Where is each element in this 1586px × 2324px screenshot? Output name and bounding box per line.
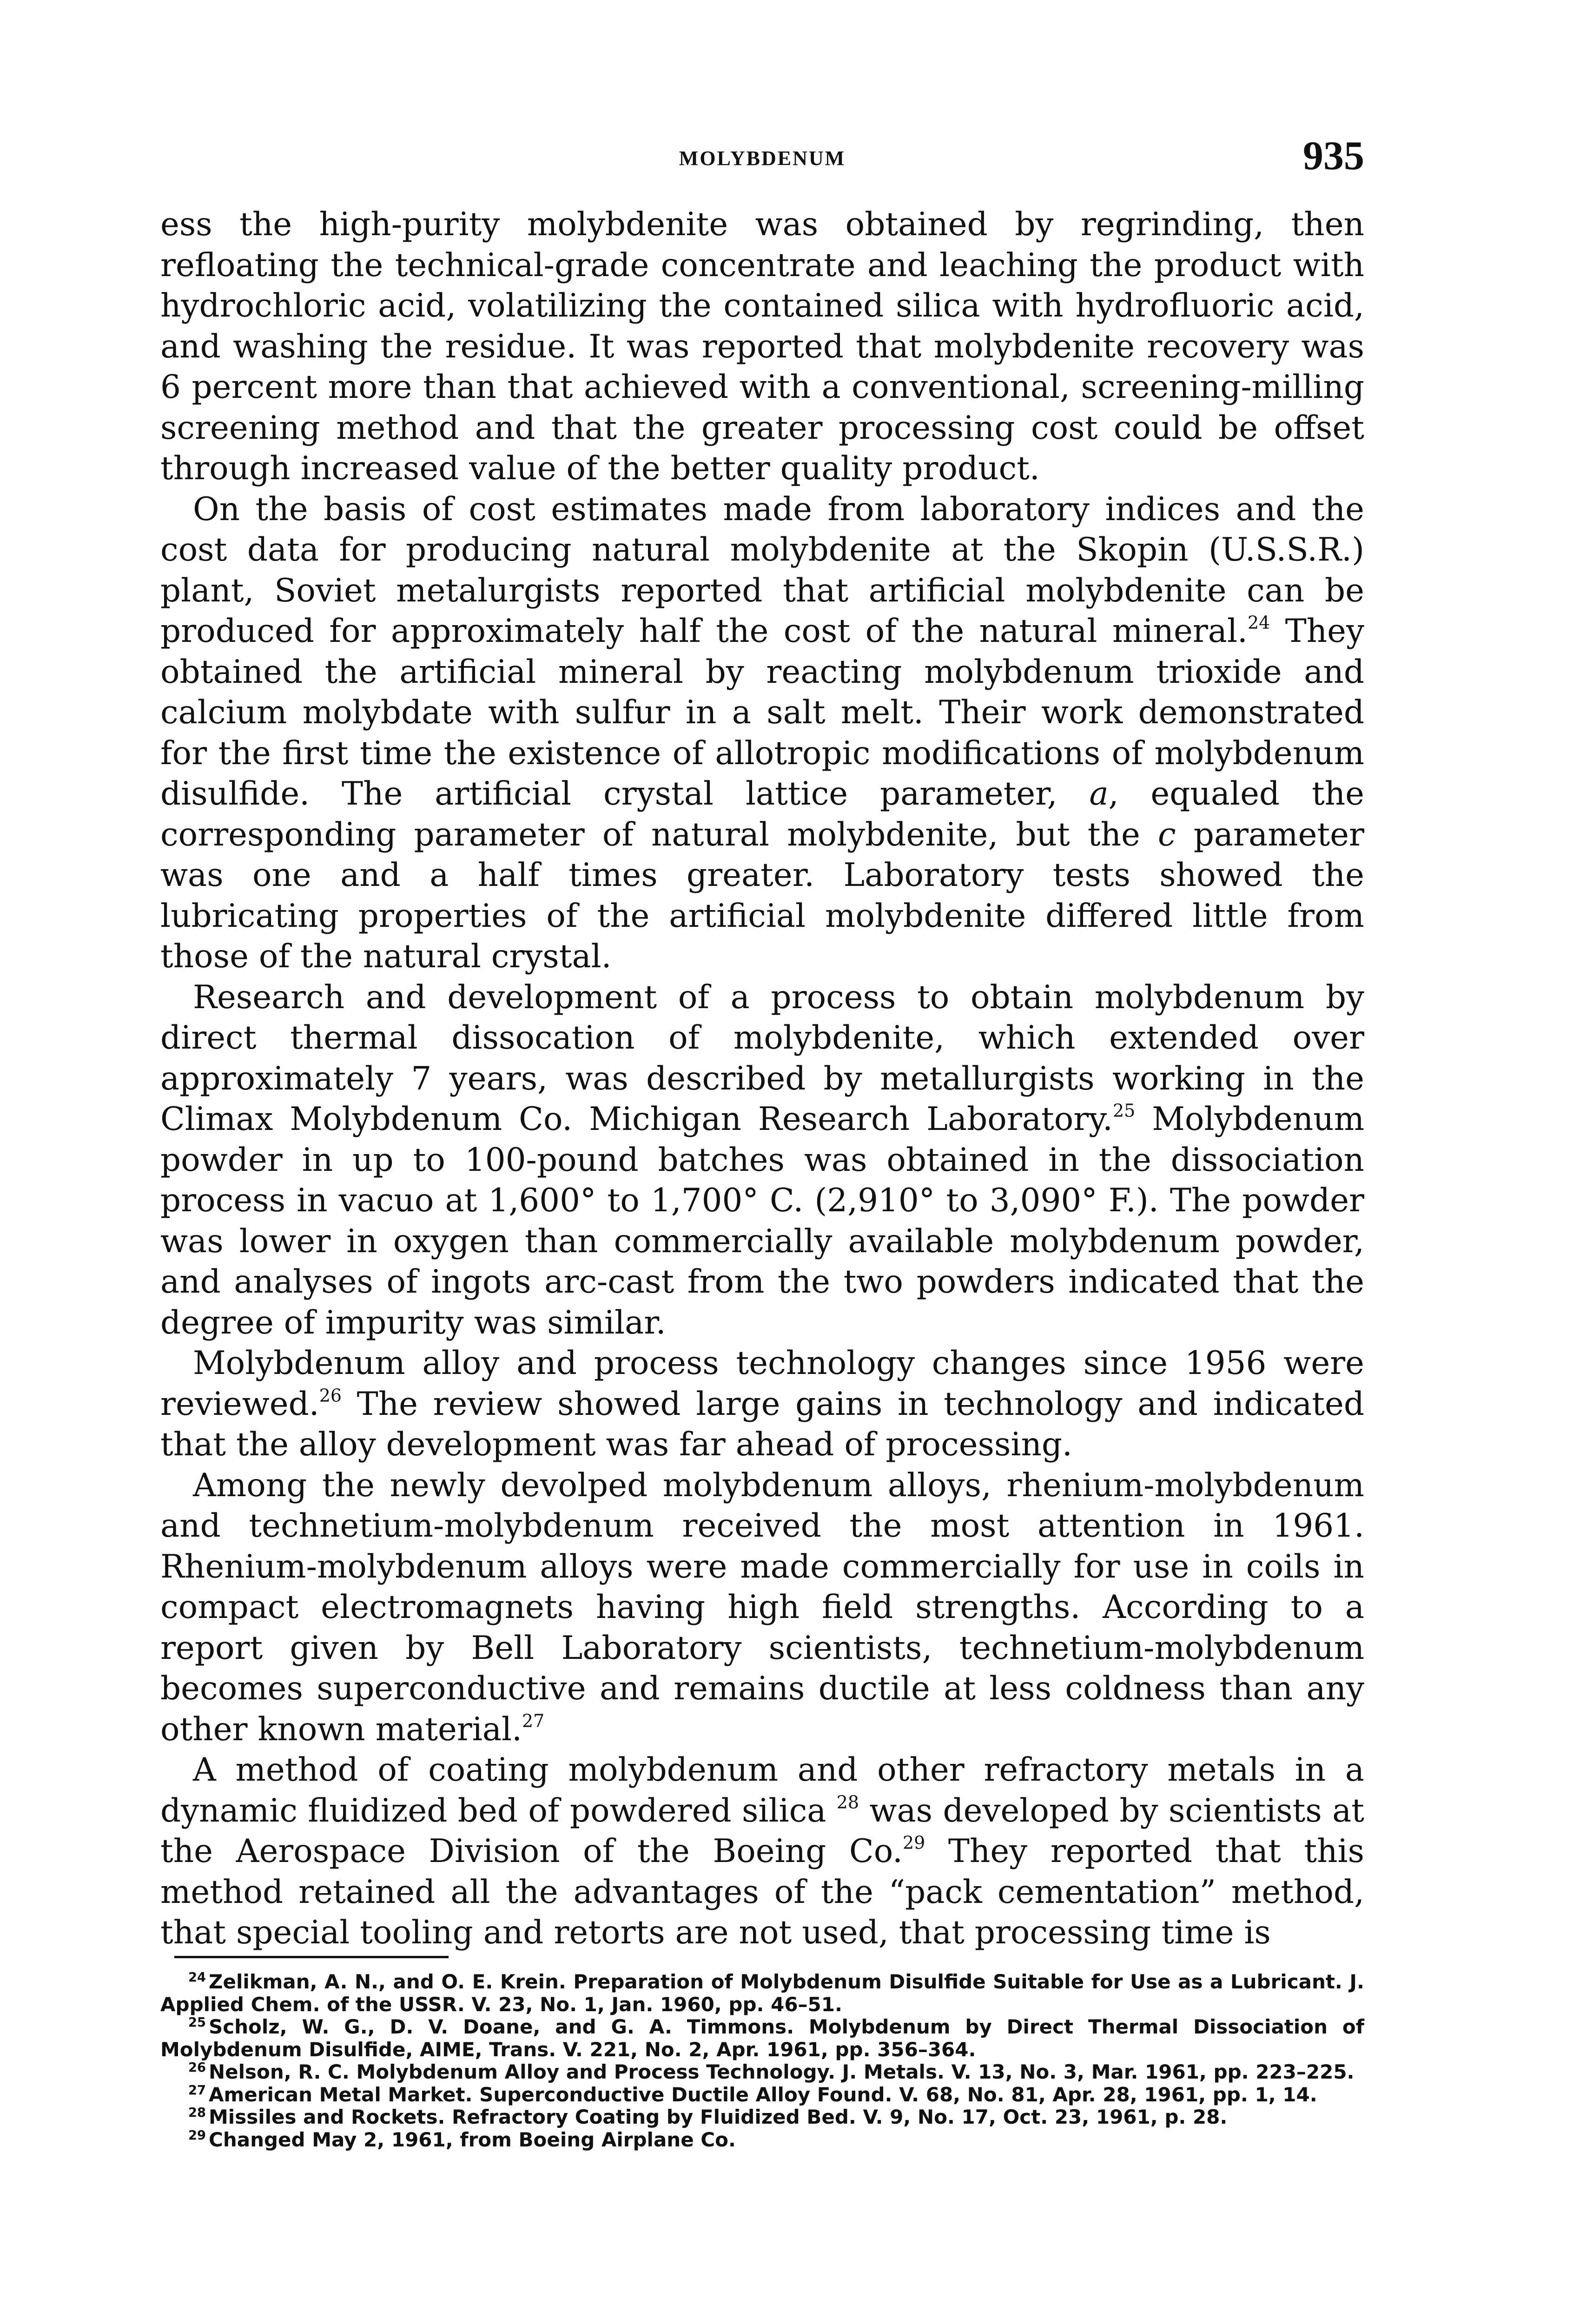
footnote-number: 29: [188, 2128, 206, 2143]
running-title: MOLYBDENUM: [679, 147, 846, 170]
footnote-text: Scholz, W. G., D. V. Doane, and G. A. Timmons. Molybdenum by Direct Thermal Dissociation of Molybdenum Disulfide, AIME, Trans. V. 221, No. 2, Apr. 1961, pp. 356–364.: [160, 2015, 1364, 2061]
footnote: [160, 1971, 1364, 2016]
footnote-number: 25: [188, 2015, 206, 2030]
paragraph-text: Molybdenum powder in up to 100-pound batches was obtained in the dissociation process in vacuo at 1,600° to 1,700° C. (2,910° to 3,090° F.). The powder was lower in oxygen than commercially available molybdenum powder, and analyses of ingots arc-cast from the two powders indicated that the degree of impurity was similar.: [160, 1101, 1364, 1341]
footnote: [160, 2084, 1364, 2106]
footnote-number: 28: [188, 2106, 206, 2120]
body-paragraph: [160, 977, 1364, 1344]
body-text: [160, 205, 1364, 1954]
paragraph-text: Among the newly devolped molybdenum alloys, rhenium-molybdenum and technetium-molybdenum received the most attention in 1961. Rhenium-molybdenum alloys were made commercially for use in coils in compact electromagnets having high field strengths. According to a report given by Bell Laboratory scientists, technetium-molybdenum becomes superconductive and remains ductile at less coldness than any other known material.: [160, 1466, 1364, 1748]
paragraph-text: They reported that this method retained all the advantages of the “pack cementation” method, that special tooling and retorts are not used, that processing time is: [160, 1833, 1364, 1951]
body-paragraph: [160, 205, 1364, 489]
footnote-divider: [174, 1956, 449, 1958]
footnote-text: Zelikman, A. N., and O. E. Krein. Preparation of Molybdenum Disulfide Suitable for Use as a Lubricant. J. Applied Chem. of the USSR. V. 23, No. 1, Jan. 1960, pp. 46–51.: [160, 1970, 1364, 2016]
footnote-number: 24: [188, 1970, 206, 1985]
footnote: [160, 2106, 1364, 2129]
footnote-number: 27: [188, 2083, 206, 2098]
footnote-reference: 26: [319, 1385, 342, 1406]
paragraph-text: was developed by scientists at the Aerospace Division of the Boeing Co.: [160, 1792, 1364, 1870]
paragraph-text: , equaled the corresponding parameter of natural molybdenite, but the: [160, 775, 1364, 853]
footnote-reference: 27: [522, 1710, 545, 1731]
paragraph-text: Molybdenum alloy and process technology changes since 1956 were reviewed.: [160, 1345, 1364, 1423]
paragraph-text: A method of coating molybdenum and other refractory metals in a dynamic fluidized bed of powdered silica: [160, 1751, 1364, 1829]
paragraph-text: Research and development of a process to obtain molybdenum by direct thermal dissocation of molybdenite, which extended over approximately 7 years, was described by metallurgists working in the Climax Molybdenum Co. Michigan Research Laboratory.: [160, 978, 1364, 1138]
footnote-text: Missiles and Rockets. Refractory Coating by Fluidized Bed. V. 9, No. 17, Oct. 23, 1961, p. 28.: [209, 2106, 1228, 2128]
italic-symbol: a: [1089, 775, 1109, 812]
body-paragraph: [160, 489, 1364, 977]
footnote: [160, 2016, 1364, 2061]
paragraph-text: ess the high-purity molybdenite was obtained by regrinding, then refloating the technical-grade concentrate and leaching the product with hydrochloric acid, volatilizing the contained silica with hydrofluoric acid, and washing the residue. It was reported that molybdenite recovery was 6 percent more than that achieved with a conventional, screening-milling screening method and that the greater processing cost could be offset through increased value of the better quality product.: [160, 206, 1364, 487]
body-paragraph: [160, 1750, 1364, 1954]
footnote-text: Changed May 2, 1961, from Boeing Airplane Co.: [209, 2128, 736, 2151]
footnote-reference: 25: [1112, 1100, 1136, 1121]
footnote: [160, 2129, 1364, 2152]
footnote-number: 26: [188, 2060, 206, 2075]
body-paragraph: [160, 1343, 1364, 1466]
paragraph-text: They obtained the artificial mineral by reacting molybdenum trioxide and calcium molybdate with sulfur in a salt melt. Their work demonstrated for the first time the existence of allotropic modifications of molybdenum disulfide. The artificial crystal lattice parameter,: [160, 613, 1364, 812]
italic-symbol: c: [1157, 816, 1176, 853]
body-paragraph: [160, 1466, 1364, 1750]
footnote-reference: 24: [1247, 612, 1270, 633]
footnotes: [160, 1971, 1364, 2151]
footnote: [160, 2061, 1364, 2084]
footnote-reference: 29: [902, 1832, 925, 1853]
footnote-text: Nelson, R. C. Molybdenum Alloy and Process Technology. J. Metals. V. 13, No. 3, Mar. 1961, pp. 223–225.: [209, 2060, 1355, 2083]
paragraph-text: On the basis of cost estimates made from laboratory indices and the cost data for producing natural molybdenite at the Skopin (U.S.S.R.) plant, Soviet metalurgists reported that artificial molybdenite can be produced for approximately half the cost of the natural mineral.: [160, 490, 1364, 650]
page-number: 935: [1303, 133, 1364, 178]
paragraph-text: parameter was one and a half times greater. Laboratory tests showed the lubricating properties of the artificial molybdenite differed little from those of the natural crystal.: [160, 816, 1364, 975]
footnote-reference: 28: [836, 1792, 859, 1813]
page-header: [160, 132, 1364, 184]
paragraph-text: The review showed large gains in technology and indicated that the alloy development was far ahead of processing.: [160, 1385, 1364, 1463]
footnote-text: American Metal Market. Superconductive Ductile Alloy Found. V. 68, No. 81, Apr. 28, 1961, pp. 1, 14.: [209, 2083, 1317, 2106]
